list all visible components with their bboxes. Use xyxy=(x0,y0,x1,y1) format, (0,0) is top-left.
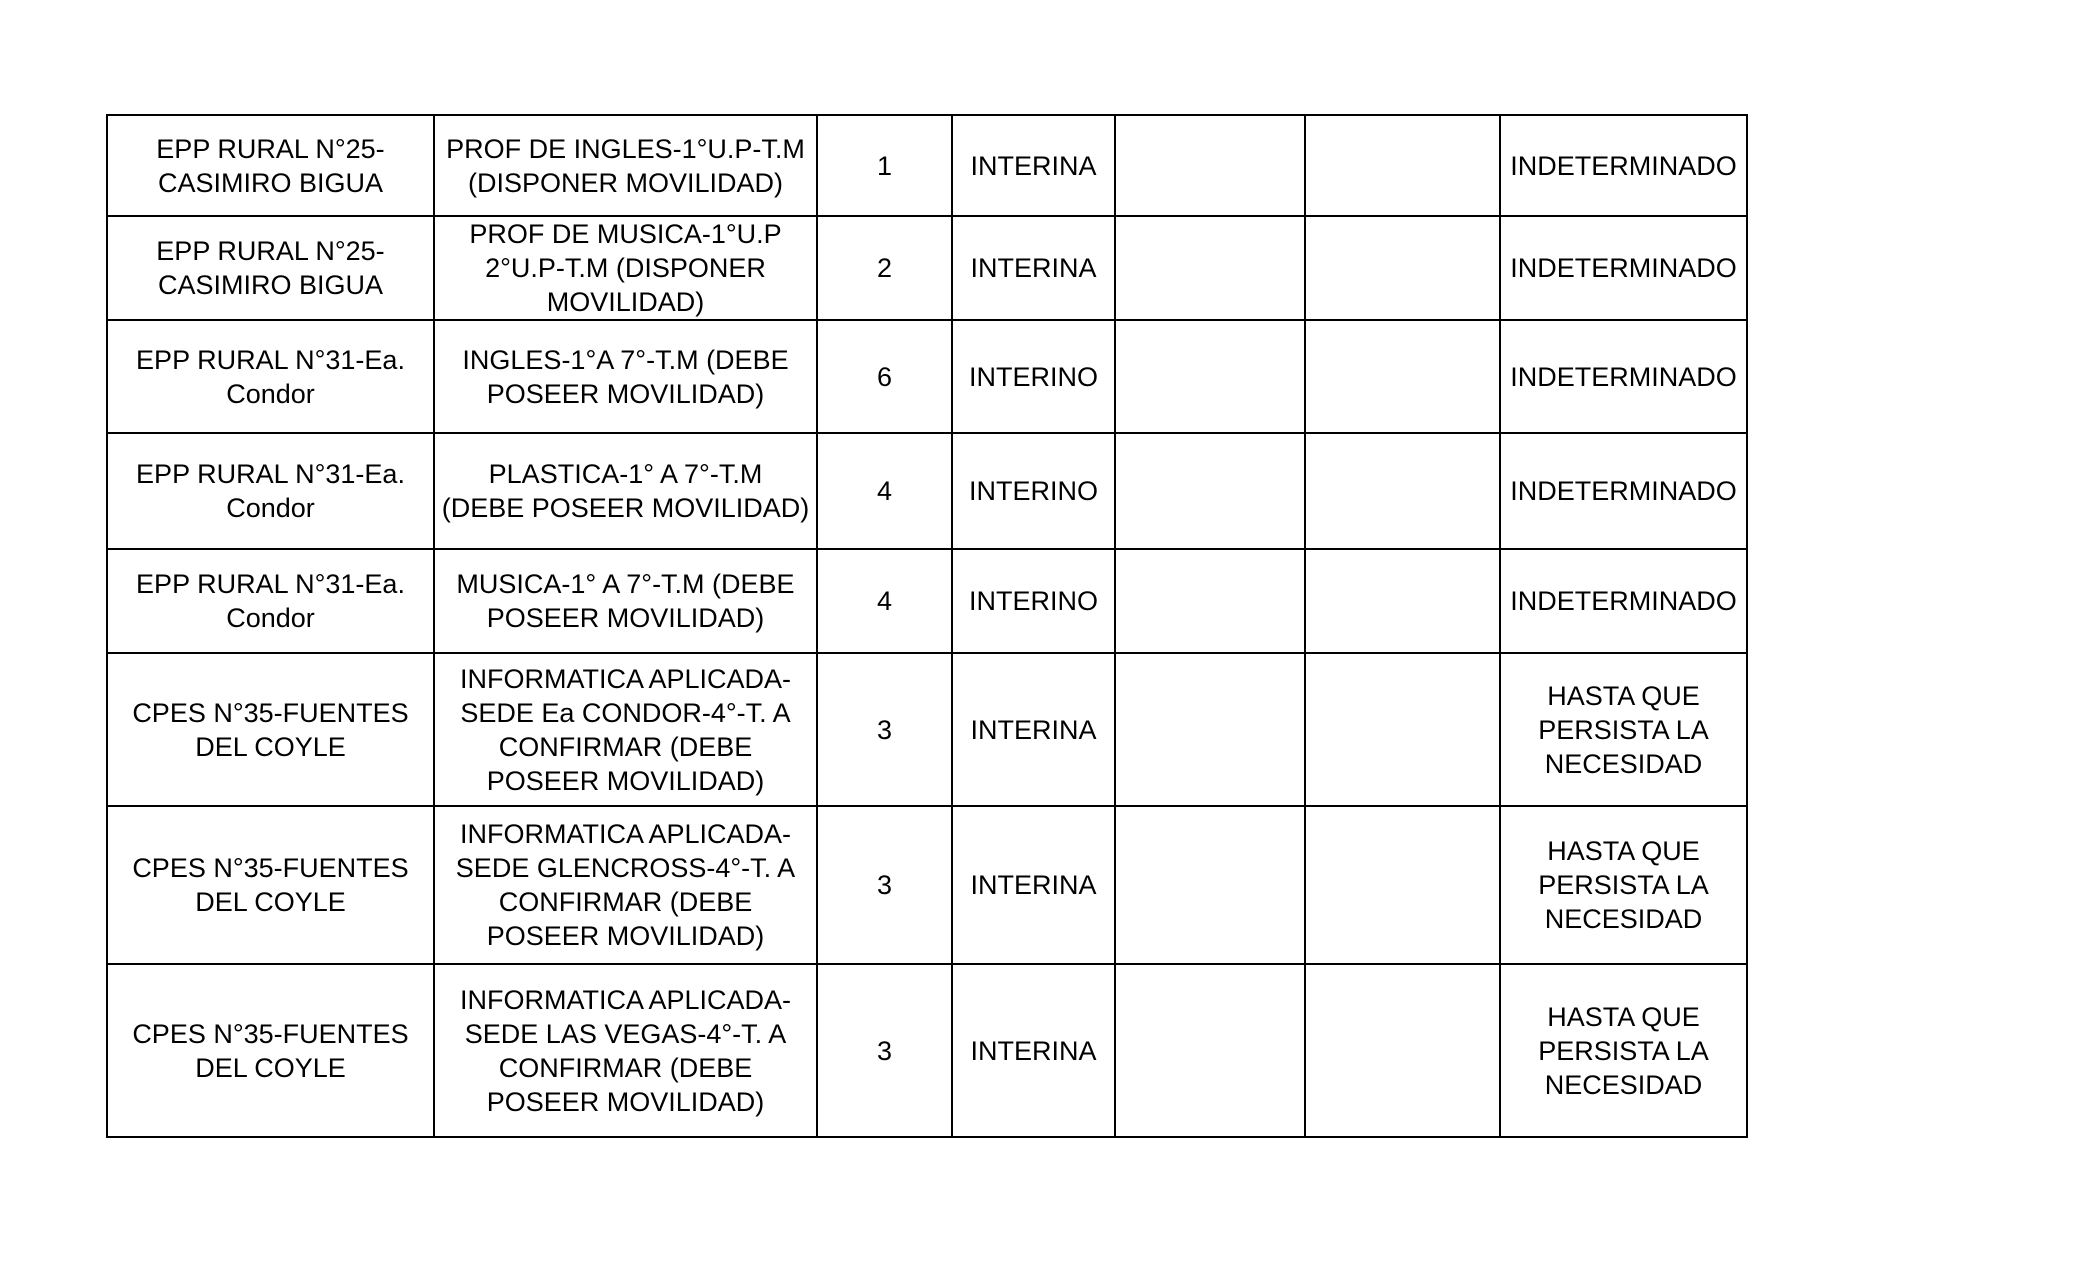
position-cell-line: MUSICA-1° A 7°-T.M (DEBE xyxy=(456,569,795,599)
table-row xyxy=(107,549,1747,653)
duration-cell-line: HASTA QUE xyxy=(1547,836,1700,866)
hours-cell: 2 xyxy=(817,216,952,320)
duration-cell-line: INDETERMINADO xyxy=(1510,150,1737,181)
position-cell xyxy=(434,549,817,653)
character-cell: INTERINA xyxy=(952,653,1115,806)
duration-cell xyxy=(1500,653,1747,806)
position-cell-line: POSEER MOVILIDAD) xyxy=(486,1086,765,1117)
position-cell-line: INFORMATICA APLICADA- xyxy=(459,819,792,849)
hours-cell: 3 xyxy=(817,806,952,964)
empty-cell-5 xyxy=(1115,653,1305,806)
hours-cell: 3 xyxy=(817,653,952,806)
position-cell-line: 2°U.P-T.M (DISPONER xyxy=(485,253,766,283)
empty-cell-6 xyxy=(1305,216,1500,320)
position-cell xyxy=(434,320,817,433)
empty-cell-5 xyxy=(1115,806,1305,964)
duration-cell-line: PERSISTA LA xyxy=(1538,1035,1709,1066)
position-cell-line: SEDE Ea CONDOR-4°-T. A xyxy=(460,697,791,728)
position-cell-line: SEDE GLENCROSS-4°-T. A xyxy=(455,853,796,883)
duration-cell-line: NECESIDAD xyxy=(1544,904,1703,934)
school-cell xyxy=(107,216,434,320)
position-cell-line: MOVILIDAD) xyxy=(546,287,705,317)
duration-cell-line: HASTA QUE xyxy=(1547,1001,1700,1032)
table-row xyxy=(107,320,1747,433)
character-cell: INTERINO xyxy=(952,433,1115,549)
position-cell-line: POSEER MOVILIDAD) xyxy=(486,603,765,633)
empty-cell-6 xyxy=(1305,115,1500,216)
vacancy-table xyxy=(106,114,1748,1138)
school-cell-line: EPP RURAL N°31-Ea. xyxy=(136,569,405,599)
character-cell: INTERINA xyxy=(952,964,1115,1137)
character-cell: INTERINA xyxy=(952,216,1115,320)
school-cell xyxy=(107,964,434,1137)
table-row xyxy=(107,115,1747,216)
duration-cell-line: HASTA QUE xyxy=(1547,680,1700,711)
hours-cell: 4 xyxy=(817,549,952,653)
duration-cell-line: INDETERMINADO xyxy=(1510,476,1737,506)
hours-cell: 4 xyxy=(817,433,952,549)
position-cell-line: (DISPONER MOVILIDAD) xyxy=(467,167,784,198)
position-cell-line: INFORMATICA APLICADA- xyxy=(459,663,792,694)
school-cell-line: CPES N°35-FUENTES xyxy=(132,697,409,728)
duration-cell-line: INDETERMINADO xyxy=(1510,253,1737,283)
table-row xyxy=(107,216,1747,320)
position-cell-line: POSEER MOVILIDAD) xyxy=(486,765,765,796)
table-row xyxy=(107,806,1747,964)
duration-cell-line: PERSISTA LA xyxy=(1538,714,1709,745)
empty-cell-6 xyxy=(1305,320,1500,433)
duration-cell-line: PERSISTA LA xyxy=(1538,870,1709,900)
position-cell-line: PROF DE MUSICA-1°U.P xyxy=(469,219,782,249)
duration-cell xyxy=(1500,549,1747,653)
duration-cell-line: INDETERMINADO xyxy=(1510,361,1737,392)
position-cell-line: (DEBE POSEER MOVILIDAD) xyxy=(441,493,810,523)
hours-cell: 1 xyxy=(817,115,952,216)
duration-cell xyxy=(1500,216,1747,320)
hours-cell: 6 xyxy=(817,320,952,433)
position-cell-line: CONFIRMAR (DEBE xyxy=(498,731,753,762)
school-cell-line: EPP RURAL N°25- xyxy=(156,133,385,164)
school-cell xyxy=(107,806,434,964)
position-cell-line: SEDE LAS VEGAS-4°-T. A xyxy=(464,1018,787,1049)
table-row xyxy=(107,964,1747,1137)
character-cell: INTERINO xyxy=(952,549,1115,653)
empty-cell-5 xyxy=(1115,433,1305,549)
empty-cell-6 xyxy=(1305,653,1500,806)
position-cell-line: CONFIRMAR (DEBE xyxy=(498,1052,753,1083)
school-cell-line: DEL COYLE xyxy=(195,1052,346,1083)
empty-cell-5 xyxy=(1115,549,1305,653)
duration-cell xyxy=(1500,320,1747,433)
school-cell-line: Condor xyxy=(226,493,315,523)
school-cell-line: CASIMIRO BIGUA xyxy=(157,167,384,198)
empty-cell-5 xyxy=(1115,216,1305,320)
school-cell-line: Condor xyxy=(226,378,315,409)
empty-cell-6 xyxy=(1305,964,1500,1137)
empty-cell-5 xyxy=(1115,320,1305,433)
school-cell-line: Condor xyxy=(226,603,315,633)
empty-cell-6 xyxy=(1305,433,1500,549)
position-cell xyxy=(434,115,817,216)
empty-cell-6 xyxy=(1305,549,1500,653)
school-cell xyxy=(107,653,434,806)
character-cell: INTERINA xyxy=(952,115,1115,216)
position-cell xyxy=(434,433,817,549)
position-cell xyxy=(434,216,817,320)
school-cell-line: EPP RURAL N°31-Ea. xyxy=(136,344,405,375)
position-cell-line: INGLES-1°A 7°-T.M (DEBE xyxy=(462,344,789,375)
position-cell xyxy=(434,964,817,1137)
position-cell xyxy=(434,653,817,806)
hours-cell: 3 xyxy=(817,964,952,1137)
character-cell: INTERINO xyxy=(952,320,1115,433)
empty-cell-6 xyxy=(1305,806,1500,964)
empty-cell-5 xyxy=(1115,964,1305,1137)
position-cell-line: INFORMATICA APLICADA- xyxy=(459,984,792,1015)
school-cell xyxy=(107,549,434,653)
duration-cell-line: INDETERMINADO xyxy=(1510,586,1737,616)
position-cell-line: POSEER MOVILIDAD) xyxy=(486,378,765,409)
table-row xyxy=(107,653,1747,806)
character-cell: INTERINA xyxy=(952,806,1115,964)
empty-cell-5 xyxy=(1115,115,1305,216)
school-cell-line: EPP RURAL N°31-Ea. xyxy=(136,459,405,489)
school-cell-line: EPP RURAL N°25- xyxy=(156,236,385,266)
duration-cell xyxy=(1500,806,1747,964)
school-cell-line: CPES N°35-FUENTES xyxy=(132,1018,409,1049)
duration-cell-line: NECESIDAD xyxy=(1544,1069,1703,1100)
school-cell-line: DEL COYLE xyxy=(195,887,346,917)
table-row xyxy=(107,433,1747,549)
position-cell-line: PROF DE INGLES-1°U.P-T.M xyxy=(446,133,805,164)
duration-cell-line: NECESIDAD xyxy=(1544,748,1703,779)
position-cell-line: PLASTICA-1° A 7°-T.M xyxy=(488,459,763,489)
table-body xyxy=(107,115,1747,1137)
duration-cell xyxy=(1500,433,1747,549)
school-cell-line: CASIMIRO BIGUA xyxy=(157,270,384,300)
school-cell xyxy=(107,115,434,216)
school-cell-line: DEL COYLE xyxy=(195,731,346,762)
school-cell xyxy=(107,433,434,549)
school-cell xyxy=(107,320,434,433)
school-cell-line: CPES N°35-FUENTES xyxy=(132,853,409,883)
position-cell-line: POSEER MOVILIDAD) xyxy=(486,921,765,951)
duration-cell xyxy=(1500,115,1747,216)
position-cell-line: CONFIRMAR (DEBE xyxy=(498,887,753,917)
duration-cell xyxy=(1500,964,1747,1137)
position-cell xyxy=(434,806,817,964)
